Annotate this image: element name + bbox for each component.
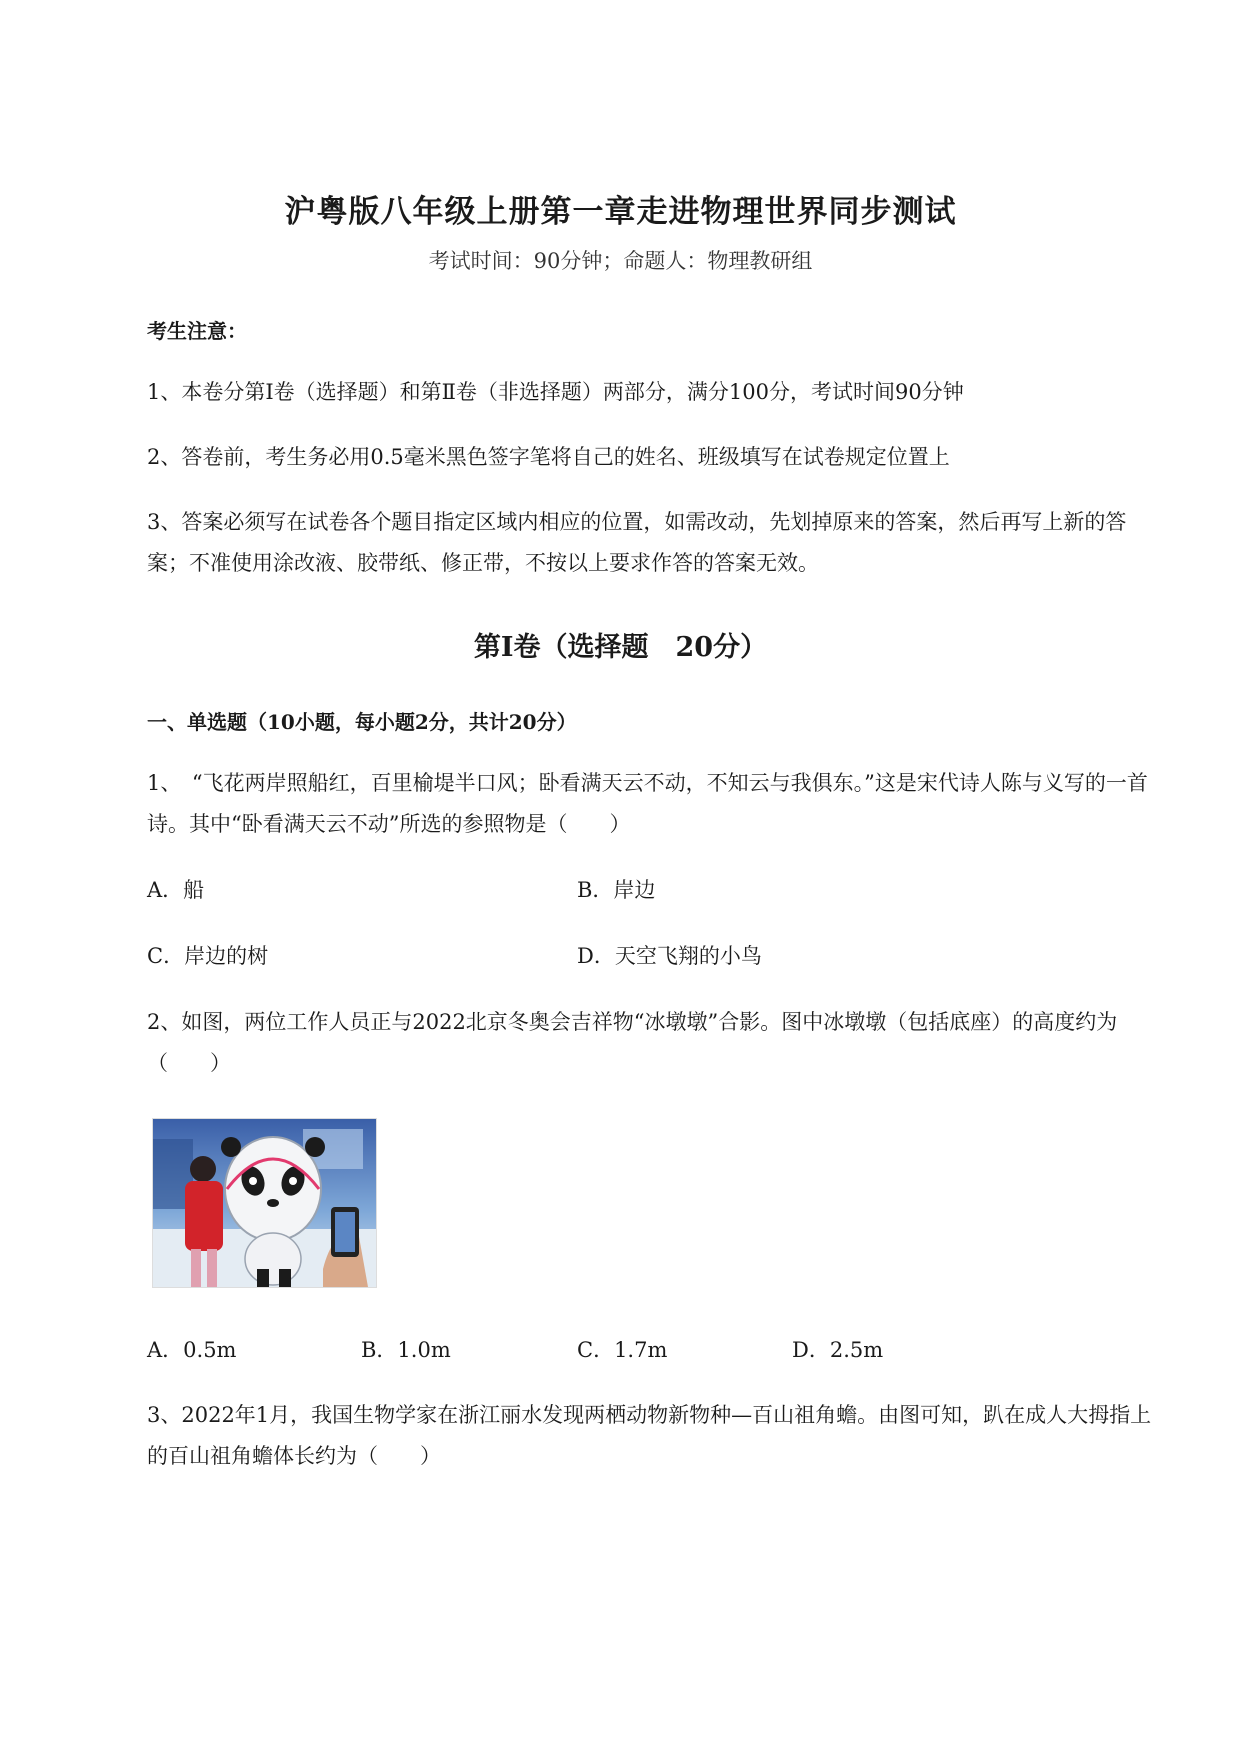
question-1-option-d: D．天空飞翔的小鸟 — [577, 944, 762, 968]
notice-item-1: 1、本卷分第I卷（选择题）和第Ⅱ卷（非选择题）两部分，满分100分，考试时间90分钟 — [147, 380, 964, 404]
page-title: 沪粤版八年级上册第一章走进物理世界同步测试 — [284, 194, 957, 230]
bing-dwen-dwen-photo — [152, 1118, 377, 1288]
question-2-option-d: D．2.5m — [792, 1338, 884, 1362]
question-1-option-c: C．岸边的树 — [147, 944, 269, 968]
question-2-option-c: C．1.7m — [577, 1338, 668, 1362]
question-2-stem: 2、如图，两位工作人员正与2022北京冬奥会吉祥物“冰墩墩”合影。图中冰墩墩（包括底座）的高度约为（ ） — [147, 1010, 1118, 1075]
question-1-option-b: B．岸边 — [577, 878, 656, 902]
question-2-option-b: B．1.0m — [361, 1338, 451, 1362]
question-1-stem: 1、 “飞花两岸照船红，百里榆堤半口风；卧看满天云不动，不知云与我俱东。”这是宋代诗人陈与义写的一首诗。其中“卧看满天云不动”所选的参照物是（ ） — [147, 771, 1148, 836]
notice-item-3: 3、答案必须写在试卷各个题目指定区域内相应的位置，如需改动，先划掉原来的答案，然后再写上新的答案；不准使用涂改液、胶带纸、修正带，不按以上要求作答的答案无效。 — [147, 510, 1127, 575]
question-3-stem: 3、2022年1月，我国生物学家在浙江丽水发现两栖动物新物种—百山祖角蟾。由图可知，趴在成人大拇指上的百山祖角蟾体长约为（ ） — [147, 1403, 1152, 1468]
exam-subtitle: 考试时间：90分钟；命题人：物理教研组 — [428, 249, 813, 273]
question-1-option-a: A．船 — [147, 878, 205, 902]
notice-item-2: 2、答卷前，考生务必用0.5毫米黑色签字笔将自己的姓名、班级填写在试卷规定位置上 — [147, 445, 950, 469]
section-title: 第I卷（选择题 20分） — [473, 632, 768, 663]
question-2-option-a: A．0.5m — [147, 1338, 237, 1362]
notice-heading: 考生注意： — [147, 319, 247, 343]
group-heading: 一、单选题（10小题，每小题2分，共计20分） — [147, 710, 577, 734]
